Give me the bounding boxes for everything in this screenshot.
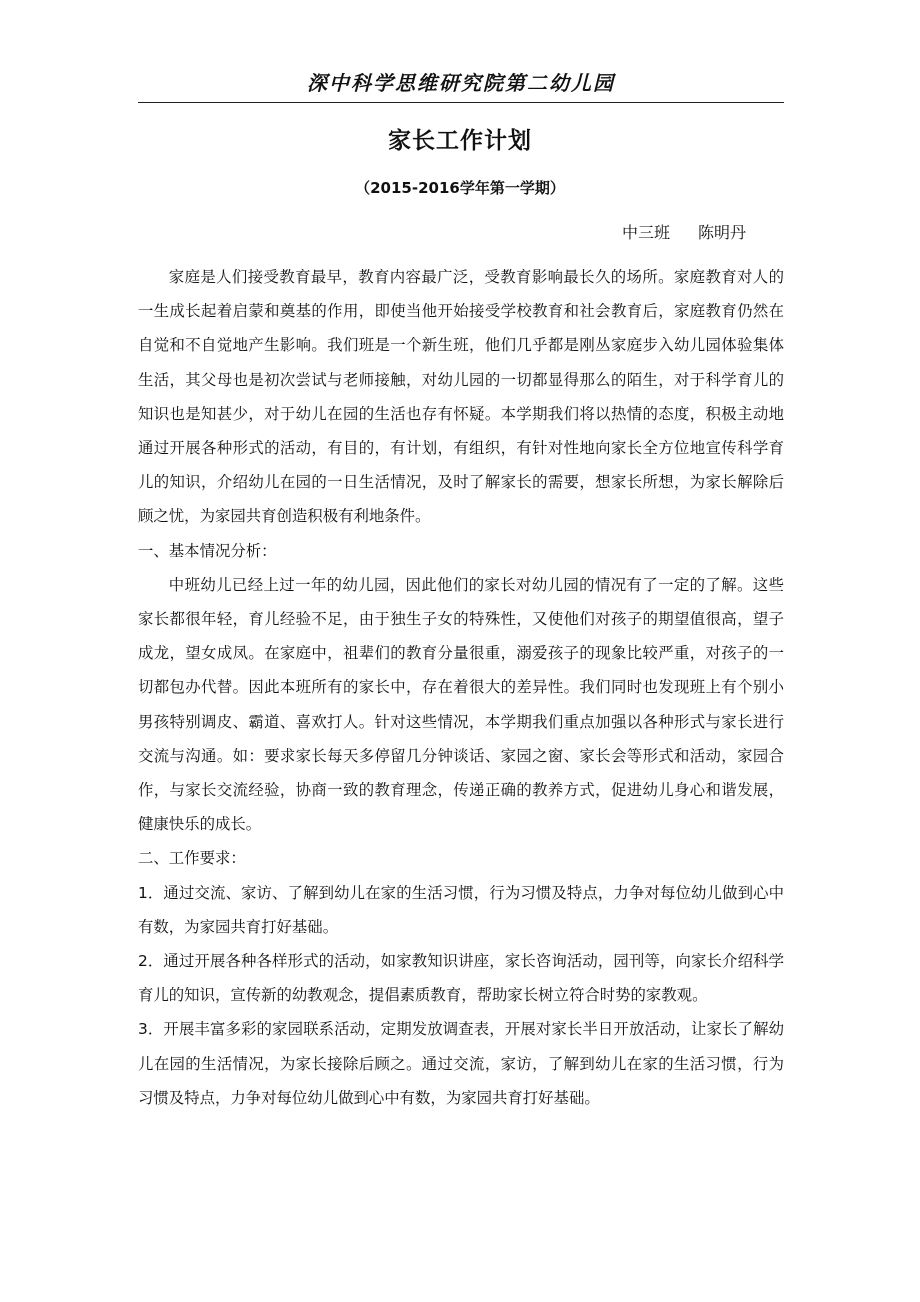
section-heading-basic-analysis: 一、基本情况分析： [138, 541, 277, 560]
author-name: 陈明丹 [698, 223, 747, 242]
intro-paragraph: 家庭是人们接受教育最早，教育内容最广泛，受教育影响最长久的场所。家庭教育对人的一生成长起着启蒙和奠基的作用，即使当他开始接受学校教育和社会教育后，家庭教育仍然在自觉和不自觉地产生影响。我们班是一个新生班，他们几乎都是刚丛家庭步入幼儿园体验集体生活，其父母也是初次尝试与老师接触，对幼儿园的一切都显得那么的陌生，对于科学育儿的知识也是知甚少，对于幼儿在园的生活也存有怀疑。本学期我们将以热情的态度，积极主动地通过开展各种形式的活动，有目的，有计划，有组织，有针对性地向家长全方位地宣传科学育儿的知识，介绍幼儿在园的一日生活情况，及时了解家长的需要，想家长所想，为家长解除后顾之忧，为家园共育创造积极有利地条件。 [138, 268, 784, 526]
author-line [622, 220, 792, 246]
requirement-item-2: 2．通过开展各种各样形式的活动，如家教知识讲座，家长咨询活动，园刊等，向家长介绍科学育儿的知识，宣传新的幼教观念，提倡素质教育，帮助家长树立符合时势的家教观。 [138, 952, 784, 1005]
section-heading-work-requirements: 二、工作要求： [138, 849, 246, 868]
requirement-item-1: 1．通过交流、家访、了解到幼儿在家的生活习惯，行为习惯及特点，力争对每位幼儿做到心中有数，为家园共育打好基础。 [138, 883, 784, 936]
analysis-paragraph: 中班幼儿已经上过一年的幼儿园，因此他们的家长对幼儿园的情况有了一定的了解。这些家长都很年轻，育儿经验不足，由于独生子女的特殊性，又使他们对孩子的期望值很高，望子成龙，望女成凤。在家庭中，祖辈们的教育分量很重，溺爱孩子的现象比较严重，对孩子的一切都包办代替。因此本班所有的家长中，存在着很大的差异性。我们同时也发现班上有个别小男孩特别调皮、霸道、喜欢打人。针对这些情况，本学期我们重点加强以各种形式与家长进行交流与沟通。如：要求家长每天多停留几分钟谈话、家园之窗、家长会等形式和活动，家园合作，与家长交流经验，协商一致的教育理念，传递正确的教养方式，促进幼儿身心和谐发展，健康快乐的成长。 [138, 575, 784, 834]
document-subtitle: （2015-2016学年第一学期） [355, 179, 565, 197]
header-school-name: 深中科学思维研究院第二幼儿园 [307, 71, 615, 95]
document-title: 家长工作计划 [388, 128, 532, 154]
document-body [138, 260, 784, 1115]
page-header [138, 66, 784, 103]
requirement-item-3: 3．开展丰富多彩的家园联系活动，定期发放调查表，开展对家长半日开放活动，让家长了解幼儿在园的生活情况，为家长接除后顾之。通过交流，家访，了解到幼儿在家的生活习惯，行为习惯及特点，力争对每位幼儿做到心中有数，为家园共育打好基础。 [138, 1020, 784, 1107]
author-class: 中三班 [622, 223, 671, 242]
